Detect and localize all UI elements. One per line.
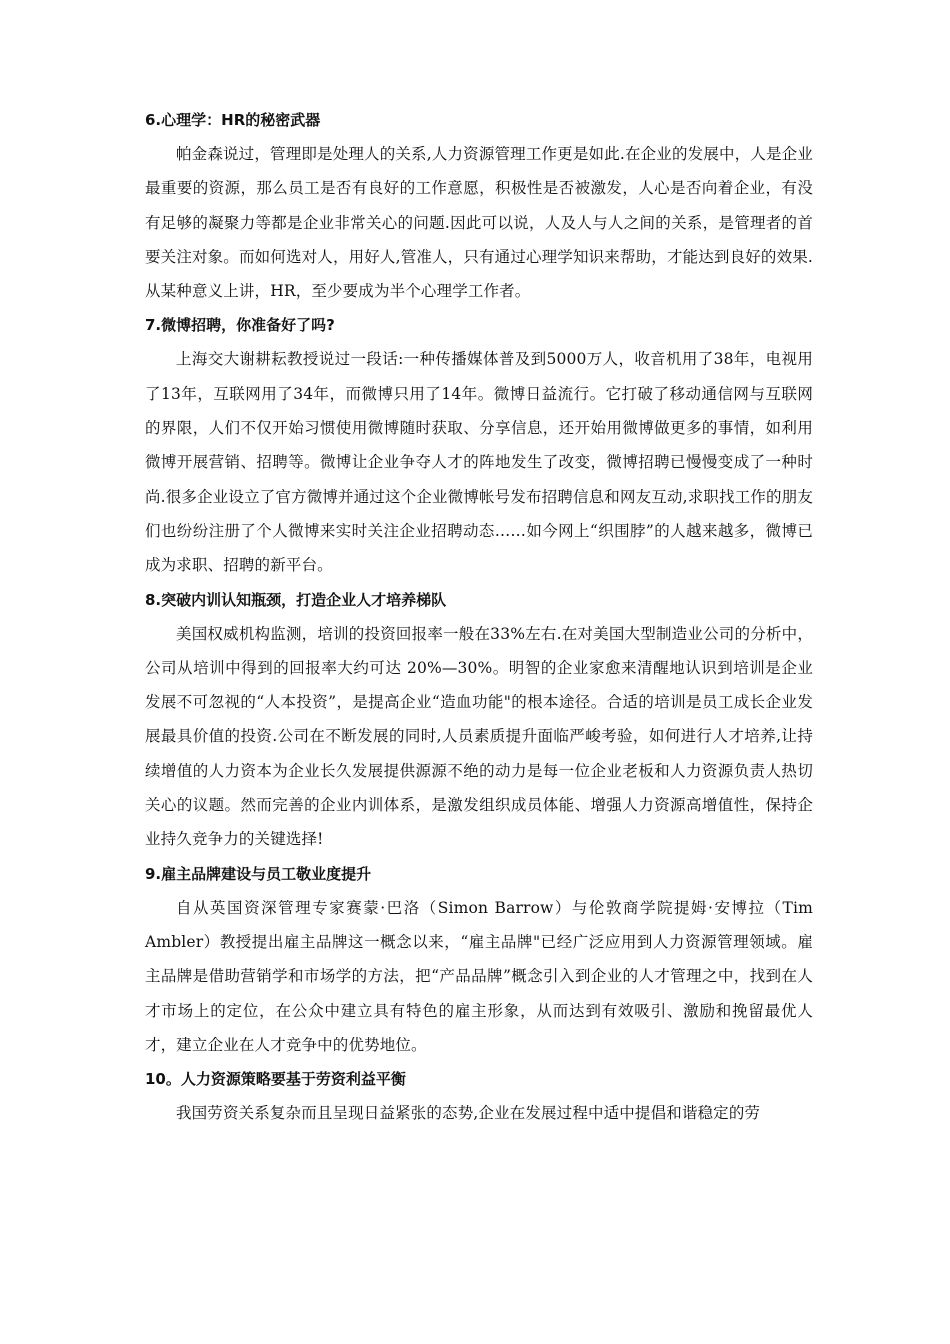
section-paragraph: 我国劳资关系复杂而且呈现日益紧张的态势,企业在发展过程中适中提倡和谐稳定的劳 xyxy=(176,1104,761,1123)
section-paragraph: 上海交大谢耕耘教授说过一段话:一种传播媒体普及到5000万人，收音机用了38年，电视用了13年，互联网用了34年，而微博只用了14年。微博日益流行。它打破了移动通信网与互联网的界限，人们不仅开始习惯使用微博随时获取、分享信息，还开始用微博做更多的事情，如利用微博开展营销、招聘等。微博让企业争夺人才的阵地发生了改变，微博招聘已慢慢变成了一种时尚.很多企业设立了官方微博并通过这个企业微博帐号发布招聘信息和网友互动,求职找工作的朋友们也纷纷注册了个人微博来实时关注企业招聘动态……如今网上“织围脖”的人越来越多，微博已成为求职、招聘的新平台。 xyxy=(145,350,813,575)
section-heading: 9.雇主品牌建设与员工敬业度提升 xyxy=(145,864,372,883)
section-heading: 10。人力资源策略要基于劳资利益平衡 xyxy=(145,1070,406,1089)
section-heading: 6.心理学：HR的秘密武器 xyxy=(145,111,321,129)
section-8 xyxy=(145,583,813,857)
section-heading: 7.微博招聘，你准备好了吗? xyxy=(145,316,335,335)
section-paragraph: 自从英国资深管理专家赛蒙·巴洛（Simon Barrow）与伦敦商学院提姆·安博拉（Tim Ambler）教授提出雇主品牌这一概念以来，“雇主品牌"已经广泛应用到人力资源管理领域。雇主品牌是借助营销学和市场学的方法，把“产品品牌”概念引入到企业的人才管理之中，找到在人才市场上的定位，在公众中建立具有特色的雇主形象，从而达到有效吸引、激励和挽留最优人才，建立企业在人才竞争中的优势地位。 xyxy=(145,898,813,1054)
section-paragraph: 美国权威机构监测，培训的投资回报率一般在33%左右.在对美国大型制造业公司的分析中，公司从培训中得到的回报率大约可达 20%—30%。明智的企业家愈来清醒地认识到培训是企业发展不可忽视的“人本投资”，是提高企业“造血功能"的根本途径。合适的培训是员工成长企业发展最具价值的投资.公司在不断发展的同时,人员素质提升面临严峻考验，如何进行人才培养,让持续增值的人力资本为企业长久发展提供源源不绝的动力是每一位企业老板和人力资源负责人热切关心的议题。然而完善的企业内训体系，是激发组织成员体能、增强人力资源高增值性，保持企业持久竞争力的关键选择! xyxy=(145,624,813,849)
section-paragraph: 帕金森说过，管理即是处理人的关系,人力资源管理工作更是如此.在企业的发展中，人是企业最重要的资源，那么员工是否有良好的工作意愿，积极性是否被激发，人心是否向着企业，有没有足够的凝聚力等都是企业非常关心的问题.因此可以说，人及人与人之间的关系，是管理者的首要关注对象。而如何选对人，用好人,管准人，只有通过心理学知识来帮助，才能达到良好的效果.从某种意义上讲，HR，至少要成为半个心理学工作者。 xyxy=(145,145,813,301)
section-6 xyxy=(145,103,813,308)
section-9 xyxy=(145,857,813,1062)
document-page xyxy=(145,103,813,1130)
section-7 xyxy=(145,308,813,582)
section-10 xyxy=(145,1062,813,1130)
section-heading: 8.突破内训认知瓶颈，打造企业人才培养梯队 xyxy=(145,590,447,609)
